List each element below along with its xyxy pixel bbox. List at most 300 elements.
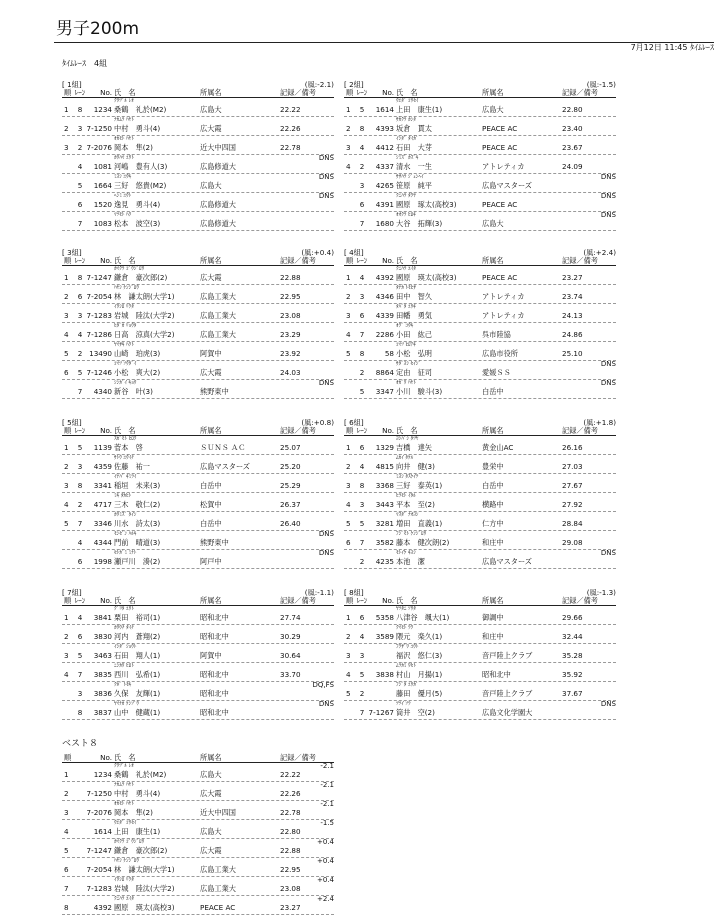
- lane-cell: 3: [359, 181, 365, 190]
- result-line: [62, 349, 334, 358]
- affil-cell: 熊野東中: [200, 387, 229, 396]
- name-kana: ｾﾄｶﾞﾐ ﾐﾅﾄ: [114, 550, 137, 556]
- result-row: [344, 625, 616, 644]
- no-cell: 3838: [375, 670, 394, 679]
- name-kana: ｸﾜﾂﾞﾙ ﾚｵ: [114, 763, 134, 769]
- lane-cell: 4: [359, 462, 365, 471]
- name-kana: ｺﾏﾂ ｿｳﾀﾞｲ: [114, 361, 137, 367]
- col-lane: ﾚｰﾝ: [74, 426, 86, 435]
- name-kana: ｶﾜﾊﾏ ﾕｳﾄ: [114, 155, 134, 161]
- affil-cell: 豊栄中: [482, 462, 504, 471]
- no-cell: 7-2076: [86, 143, 112, 152]
- result-row: [344, 193, 616, 212]
- affil-cell: PEACE AC: [482, 200, 518, 209]
- affil-cell: PEACE AC: [482, 124, 518, 133]
- record-cell: 22.88: [280, 273, 301, 282]
- result-row: [344, 663, 616, 682]
- affil-cell: 昭和北中: [200, 708, 229, 717]
- heat-header: [62, 248, 334, 256]
- lane-cell: 7: [77, 519, 83, 528]
- no-cell: 4815: [375, 462, 394, 471]
- result-row: [62, 606, 334, 625]
- result-line: [344, 462, 616, 471]
- name-cell: 松本 波空(3): [114, 219, 161, 228]
- lane-cell: 7: [77, 670, 83, 679]
- col-name: 氏 名: [114, 88, 136, 97]
- name-kana: ｸﾏﾓﾄ ﾗｸ: [396, 625, 414, 631]
- column-header: [344, 256, 616, 266]
- wind-note: -2.1: [320, 800, 334, 808]
- heat-wind: (風:+0.4): [301, 248, 334, 257]
- record-note: DNS: [600, 173, 616, 181]
- name-kana: ﾌｼﾞﾓﾄ ｹﾝｼﾞﾛｳ: [396, 531, 427, 537]
- no-cell: 4392: [375, 273, 394, 282]
- best8-rows: [62, 763, 334, 915]
- col-no: No.: [382, 256, 394, 265]
- affil-cell: 昭和北中: [200, 670, 229, 679]
- result-line: [62, 443, 334, 452]
- record-cell: 22.88: [280, 846, 301, 855]
- best8-table: [62, 740, 334, 915]
- lane-cell: 5: [77, 443, 83, 452]
- rank-cell: 3: [346, 311, 351, 320]
- name-cell: 平本 至(2): [396, 500, 435, 509]
- result-row: [344, 512, 616, 531]
- result-line: [62, 481, 334, 490]
- name-kana: ﾐﾖｼ ﾕｳｷ: [114, 174, 132, 180]
- record-cell: 23.40: [562, 124, 583, 133]
- heat-header: [62, 418, 334, 426]
- no-cell: 7-1246: [86, 368, 112, 377]
- name-cell: 中村 勇斗(4): [114, 124, 161, 133]
- name-kana: ﾔﾏﾅｶ ｹﾝｿﾞｳ: [114, 701, 139, 707]
- affil-cell: 昭和北中: [200, 689, 229, 698]
- name-kana: ﾀﾊﾞﾀ ﾕｳｷ: [396, 304, 416, 310]
- col-lane: ﾚｰﾝ: [356, 596, 368, 605]
- result-row: [344, 266, 616, 285]
- name-cell: 栗田 裕司(1): [114, 613, 161, 622]
- result-line: [62, 538, 334, 547]
- result-row: [344, 531, 616, 550]
- name-kana: ﾏﾂﾓﾄ ﾊｸ: [114, 212, 132, 218]
- rank-cell: 2: [346, 462, 351, 471]
- name-cell: 八津谷 颯大(1): [396, 613, 450, 622]
- no-cell: 7-1286: [86, 330, 112, 339]
- affil-cell: 広大霞: [200, 846, 222, 855]
- name-cell: 新谷 叶(3): [114, 387, 153, 396]
- rank-cell: 1: [346, 613, 351, 622]
- affil-cell: 昭和北中: [200, 613, 229, 622]
- best8-line: [62, 827, 334, 836]
- affil-cell: アトレティカ: [482, 292, 525, 301]
- name-kana: ﾆｼｶﾜ ﾋﾛﾄ: [114, 663, 134, 669]
- no-cell: 1680: [375, 219, 394, 228]
- name-kana: ﾋﾀﾞｶ ﾘｮｳﾀ: [114, 323, 137, 329]
- name-cell: 山崎 珀虎(3): [114, 349, 161, 358]
- result-row: [62, 512, 334, 531]
- rank-cell: 2: [64, 124, 69, 133]
- name-cell: 村山 月揚(1): [396, 670, 443, 679]
- record-cell: 23.92: [280, 349, 301, 358]
- result-row: [344, 136, 616, 155]
- result-line: [62, 143, 334, 152]
- name-cell: 國原 琢太(高校3): [396, 200, 457, 209]
- record-note: DNS: [600, 549, 616, 557]
- result-row: [344, 455, 616, 474]
- result-row: [344, 550, 616, 569]
- affil-cell: 広大霞: [200, 789, 222, 798]
- name-cell: 川水 詩太(3): [114, 519, 161, 528]
- name-kana: ﾋﾗﾓﾄ ｲﾀﾙ: [396, 493, 416, 499]
- record-note: DNS: [600, 700, 616, 708]
- column-header: [344, 596, 616, 606]
- col-affil: 所属名: [200, 596, 222, 605]
- no-cell: 7-1247: [86, 273, 112, 282]
- no-cell: 4340: [93, 387, 112, 396]
- race-label: ﾀｲﾑﾚｰｽ 4組: [62, 59, 108, 68]
- no-cell: 4393: [375, 124, 394, 133]
- result-row: [62, 361, 334, 380]
- no-cell: 1329: [375, 443, 394, 452]
- heat-label: [ 8組]: [344, 588, 364, 597]
- affil-cell: 広島大: [200, 105, 222, 114]
- name-kana: ｻﾀﾞﾖｼ ｾｲｼﾞ: [396, 361, 421, 367]
- heat-wind: (風:-1.3): [586, 588, 616, 597]
- record-cell: 22.78: [280, 143, 301, 152]
- rank-cell: 2: [64, 632, 69, 641]
- rank-cell: 3: [64, 808, 69, 817]
- no-cell: 4265: [375, 181, 394, 190]
- result-line: [62, 292, 334, 301]
- col-rank: 順: [64, 753, 72, 762]
- col-record: 記録／備考: [280, 88, 316, 97]
- result-row: [344, 701, 616, 720]
- no-cell: 7-1250: [86, 124, 112, 133]
- no-cell: 4717: [93, 500, 112, 509]
- col-no: No.: [100, 596, 112, 605]
- page-title: 男子200m: [56, 19, 140, 39]
- name-kana: ｶﾜﾐｽﾞ ﾀｲｼ: [114, 512, 137, 518]
- col-rank: 順: [64, 88, 72, 97]
- col-rank: 順: [64, 596, 72, 605]
- affil-cell: 広島工業大: [200, 311, 236, 320]
- best8-line: [62, 808, 334, 817]
- lane-cell: 4: [359, 632, 365, 641]
- col-rank: 順: [346, 256, 354, 265]
- affil-cell: 広島大: [200, 827, 222, 836]
- column-header: [62, 256, 334, 266]
- lane-cell: 8: [359, 349, 365, 358]
- record-cell: 24.03: [280, 368, 301, 377]
- name-cell: 田中 智久: [396, 292, 432, 301]
- record-cell: 22.26: [280, 789, 301, 798]
- rank-cell: 5: [346, 519, 351, 528]
- heat-block: [344, 248, 616, 399]
- name-cell: 上田 康生(1): [114, 827, 161, 836]
- rank-cell: 1: [346, 443, 351, 452]
- result-line: [344, 368, 616, 377]
- record-cell: 27.03: [562, 462, 583, 471]
- record-cell: 35.28: [562, 651, 583, 660]
- record-cell: 30.64: [280, 651, 301, 660]
- name-kana: ｼﾐｽﾞ ｶｽﾞｷ: [396, 155, 419, 161]
- wind-note: -2.1: [320, 781, 334, 789]
- affil-cell: 広島大: [482, 105, 504, 114]
- col-no: No.: [100, 426, 112, 435]
- col-lane: ﾚｰﾝ: [356, 88, 368, 97]
- affil-cell: 昭和北中: [482, 670, 511, 679]
- lane-cell: 4: [359, 143, 365, 152]
- col-name: 氏 名: [396, 256, 418, 265]
- result-line: [344, 219, 616, 228]
- heat-label: [ 1組]: [62, 80, 82, 89]
- col-name: 氏 名: [114, 753, 136, 762]
- lane-cell: 7: [77, 219, 83, 228]
- affil-cell: PEACE AC: [482, 143, 518, 152]
- heat-wind: (風:+0.8): [301, 418, 334, 427]
- lane-cell: 5: [359, 519, 365, 528]
- col-rank: 順: [346, 426, 354, 435]
- result-line: [344, 273, 616, 282]
- rank-cell: 8: [64, 903, 69, 912]
- no-cell: 1614: [375, 105, 394, 114]
- record-cell: 27.92: [562, 500, 583, 509]
- best8-title: ベスト８: [62, 739, 99, 749]
- lane-cell: 3: [359, 651, 365, 660]
- rank-cell: 1: [64, 443, 69, 452]
- rank-cell: 5: [346, 689, 351, 698]
- col-no: No.: [382, 88, 394, 97]
- affil-cell: 白岳中: [482, 481, 504, 490]
- no-cell: 1234: [93, 105, 112, 114]
- col-name: 氏 名: [114, 596, 136, 605]
- no-cell: 7-2076: [86, 808, 112, 817]
- record-cell: 25.29: [280, 481, 301, 490]
- result-line: [62, 670, 334, 679]
- heat-header: [344, 248, 616, 256]
- no-cell: 3830: [93, 632, 112, 641]
- record-note: DNS: [600, 379, 616, 387]
- result-row: [62, 455, 334, 474]
- result-line: [344, 481, 616, 490]
- lane-cell: 6: [359, 200, 365, 209]
- name-cell: 上田 康生(1): [396, 105, 443, 114]
- rank-cell: 1: [64, 770, 69, 779]
- record-note: DNS: [318, 173, 334, 181]
- col-lane: ﾚｰﾝ: [74, 596, 86, 605]
- col-affil: 所属名: [482, 426, 504, 435]
- col-no: No.: [100, 88, 112, 97]
- best8-row: [62, 877, 334, 896]
- no-cell: 7-1247: [86, 846, 112, 855]
- rank-cell: 3: [346, 481, 351, 490]
- record-cell: 23.74: [562, 292, 583, 301]
- lane-cell: 7: [77, 387, 83, 396]
- col-no: No.: [382, 426, 394, 435]
- record-cell: 22.22: [280, 770, 301, 779]
- name-cell: 清水 一生: [396, 162, 432, 171]
- lane-cell: 3: [359, 292, 365, 301]
- rank-cell: 3: [346, 651, 351, 660]
- name-kana: ｶﾜｳﾁ ﾀｲﾁ: [114, 625, 134, 631]
- result-line: [62, 219, 334, 228]
- no-cell: 1998: [93, 557, 112, 566]
- affil-cell: 広大霞: [200, 124, 222, 133]
- name-cell: 小松 弘明: [396, 349, 432, 358]
- result-line: [344, 538, 616, 547]
- col-record: 記録／備考: [280, 256, 316, 265]
- rank-cell: 1: [64, 273, 69, 282]
- name-cell: 瀬戸川 湊(2): [114, 557, 161, 566]
- heat-header: [344, 418, 616, 426]
- col-affil: 所属名: [482, 596, 504, 605]
- lane-cell: 3: [77, 689, 83, 698]
- best8-line: [62, 884, 334, 893]
- name-kana: ﾓﾄｲｹ ｷﾖｼ: [396, 550, 416, 556]
- rank-cell: 4: [64, 500, 69, 509]
- record-cell: 23.08: [280, 884, 301, 893]
- lane-cell: 4: [77, 330, 83, 339]
- heat-block: [344, 418, 616, 569]
- name-kana: ﾏｽﾀﾞ ﾅｵﾖｼ: [396, 512, 419, 518]
- col-affil: 所属名: [200, 753, 222, 762]
- col-name: 氏 名: [396, 596, 418, 605]
- column-header: [344, 426, 616, 436]
- rank-cell: 1: [64, 105, 69, 114]
- record-cell: 26.37: [280, 500, 301, 509]
- name-kana: ｲﾜｼﾛ ﾘｸﾀ: [114, 304, 134, 310]
- rank-cell: 4: [346, 162, 351, 171]
- name-kana: ｳｴﾀﾞ ｺｳｾｲ: [396, 98, 419, 104]
- no-cell: 4359: [93, 462, 112, 471]
- name-kana: ﾔﾂﾀﾆ ｿｳﾀ: [396, 606, 416, 612]
- rank-cell: 7: [64, 884, 69, 893]
- rank-cell: 2: [64, 292, 69, 301]
- name-kana: ﾑﾗｶﾐ ﾜｾﾄ: [396, 663, 416, 669]
- rank-cell: 5: [64, 846, 69, 855]
- affil-cell: 広島修道大: [200, 162, 236, 171]
- result-line: [344, 387, 616, 396]
- name-cell: 本池 潔: [396, 557, 425, 566]
- affil-cell: 和庄中: [482, 538, 504, 547]
- no-cell: 4235: [375, 557, 394, 566]
- affil-cell: アトレティカ: [482, 162, 525, 171]
- record-note: DNS: [318, 549, 334, 557]
- name-cell: 逸見 勇斗(4): [114, 200, 161, 209]
- name-cell: 日高 涼真(大学2): [114, 330, 175, 339]
- name-kana: ｽｶﾞﾓﾄ ﾋﾛｸ: [114, 436, 137, 442]
- lane-cell: 5: [359, 387, 365, 396]
- name-cell: 三好 泰英(1): [396, 481, 443, 490]
- record-cell: 22.22: [280, 105, 301, 114]
- col-record: 記録／備考: [562, 596, 598, 605]
- col-lane: ﾚｰﾝ: [356, 256, 368, 265]
- lane-cell: 4: [77, 162, 83, 171]
- column-header: [62, 426, 334, 436]
- heat-label: [ 2組]: [344, 80, 364, 89]
- record-cell: 25.10: [562, 349, 583, 358]
- name-kana: ﾑｶｲ ﾀｹﾙ: [396, 455, 414, 461]
- result-line: [344, 105, 616, 114]
- col-affil: 所属名: [200, 256, 222, 265]
- name-kana: ｵｶﾓﾄ ﾊﾔﾄ: [114, 801, 134, 807]
- rank-cell: 5: [64, 519, 69, 528]
- lane-cell: 5: [77, 651, 83, 660]
- col-lane: ﾚｰﾝ: [74, 256, 86, 265]
- rank-cell: 6: [346, 538, 351, 547]
- affil-cell: 広島工業大: [200, 865, 236, 874]
- result-row: [62, 212, 334, 231]
- name-cell: 小田 紘己: [396, 330, 432, 339]
- name-kana: ｻｶｸﾗ ｶﾝﾀ: [396, 117, 416, 123]
- rank-cell: 1: [64, 613, 69, 622]
- col-no: No.: [100, 256, 112, 265]
- no-cell: 1139: [93, 443, 112, 452]
- affil-cell: 広島文化学園大: [482, 708, 533, 717]
- name-cell: 中村 勇斗(4): [114, 789, 161, 798]
- no-cell: 3582: [375, 538, 394, 547]
- no-cell: 1664: [93, 181, 112, 190]
- rank-cell: 1: [346, 105, 351, 114]
- affil-cell: 広島マスターズ: [200, 462, 250, 471]
- name-kana: ﾊﾔｼ ｹﾝｼﾞﾛｳ: [114, 285, 139, 291]
- result-row: [344, 380, 616, 399]
- affil-cell: 阿戸中: [200, 557, 222, 566]
- heat-block: [344, 80, 616, 231]
- lane-cell: 6: [77, 632, 83, 641]
- affil-cell: 広島マスターズ: [482, 181, 532, 190]
- lane-cell: 6: [77, 292, 83, 301]
- name-cell: 西川 弘希(1): [114, 670, 161, 679]
- record-cell: 22.80: [562, 105, 583, 114]
- name-cell: 隈元 楽久(1): [396, 632, 443, 641]
- lane-cell: 8: [359, 124, 365, 133]
- no-cell: 3463: [93, 651, 112, 660]
- name-kana: ｵｸﾞ ｺｳｷ: [396, 323, 414, 329]
- lane-cell: 2: [359, 162, 365, 171]
- no-cell: 3837: [93, 708, 112, 717]
- col-record: 記録／備考: [562, 88, 598, 97]
- record-cell: 22.95: [280, 865, 301, 874]
- record-note: DNS: [600, 192, 616, 200]
- result-row: [62, 380, 334, 399]
- lane-cell: 2: [77, 143, 83, 152]
- result-line: [62, 500, 334, 509]
- no-cell: 1081: [93, 162, 112, 171]
- heat-label: [ 3組]: [62, 248, 82, 257]
- no-cell: 3589: [375, 632, 394, 641]
- best8-line: [62, 903, 334, 912]
- col-name: 氏 名: [396, 426, 418, 435]
- lane-cell: 8: [77, 708, 83, 717]
- name-cell: 吉橋 達矢: [396, 443, 432, 452]
- affil-cell: ＳＵＮＳ ＡＣ: [200, 443, 246, 452]
- no-cell: 7-1250: [86, 789, 112, 798]
- record-cell: 22.95: [280, 292, 301, 301]
- name-cell: 坂倉 貫太: [396, 124, 432, 133]
- col-record: 記録／備考: [562, 256, 598, 265]
- result-row: [62, 174, 334, 193]
- result-row: [344, 323, 616, 342]
- result-row: [344, 117, 616, 136]
- rank-cell: 4: [64, 330, 69, 339]
- lane-cell: 7: [359, 219, 365, 228]
- result-row: [344, 304, 616, 323]
- best8-row: [62, 858, 334, 877]
- name-cell: 桑鶴 礼於(M2): [114, 105, 167, 114]
- name-kana: ｸﾜﾂﾞﾙ ﾚｵ: [114, 98, 134, 104]
- no-cell: 3443: [375, 500, 394, 509]
